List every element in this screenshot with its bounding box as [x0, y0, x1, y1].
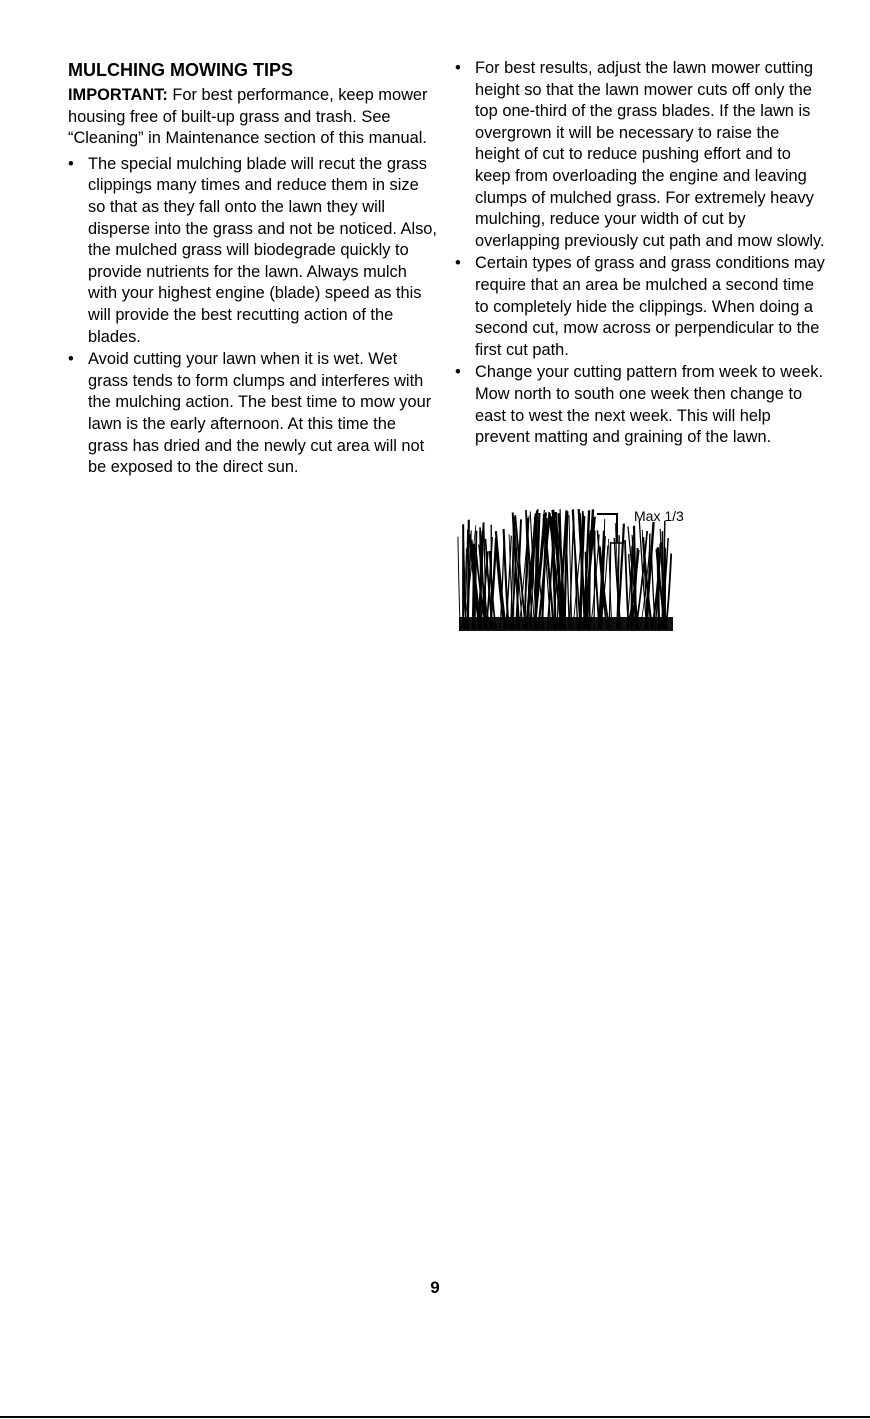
important-note: [68, 85, 440, 150]
bullet-avoid-wet: • Avoid cutting your lawn when it is wet. Wet grass tends to form clumps and interferes with the mulching action. The best time to mow your lawn is the early afternoon. At this time the grass has dried and the newly cut area will not be exposed to the direct sun.: [68, 349, 440, 479]
right-bullet-list: [455, 58, 825, 449]
important-label: IMPORTANT:: [68, 86, 168, 104]
bottom-rule: [0, 1416, 870, 1418]
important-text: For best performance, keep mower housing free of built-up grass and trash. See “Cleaning” in Maintenance section of this manual.: [68, 86, 428, 148]
grass-cut-illustration: [457, 505, 757, 635]
page-number: 9: [430, 1278, 440, 1297]
left-column: [68, 58, 440, 480]
section-title: MULCHING MOWING TIPS: [68, 60, 293, 80]
bullet-cutting-height: • For best results, adjust the lawn mower cutting height so that the lawn mower cuts off only the top one-third of the grass blades. If the lawn is overgrown it will be necessary to raise the height of cut to reduce pushing effort and to keep from overloading the engine and leaving clumps of mulched grass. For extremely heavy mulching, reduce your width of cut by overlapping previously cut path and mow slowly.: [455, 58, 825, 252]
grass-blades-drawing: [458, 509, 673, 631]
bullet-second-cut: • Certain types of grass and grass conditions may require that an area be mulched a second time to completely hide the clippings. When doing a second cut, mow across or perpendicular to the first cut path.: [455, 253, 825, 361]
bullet-cutting-pattern: • Change your cutting pattern from week to week. Mow north to south one week then change to east to west the next week. This will help prevent matting and graining of the lawn.: [455, 362, 825, 448]
max-cut-label: Max 1/3: [634, 508, 684, 524]
left-bullet-list: [68, 154, 440, 479]
right-column: [455, 58, 825, 450]
bullet-mulching-blade: • The special mulching blade will recut the grass clippings many times and reduce them in size so that as they fall onto the lawn they will disperse into the grass and not be noticed. Also, the mulched grass will biodegrade quickly to provide nutrients for the lawn. Always mulch with your highest engine (blade) speed as this will provide the best recutting action of the blades.: [68, 154, 440, 348]
grass-illustration-svg: [457, 505, 757, 635]
